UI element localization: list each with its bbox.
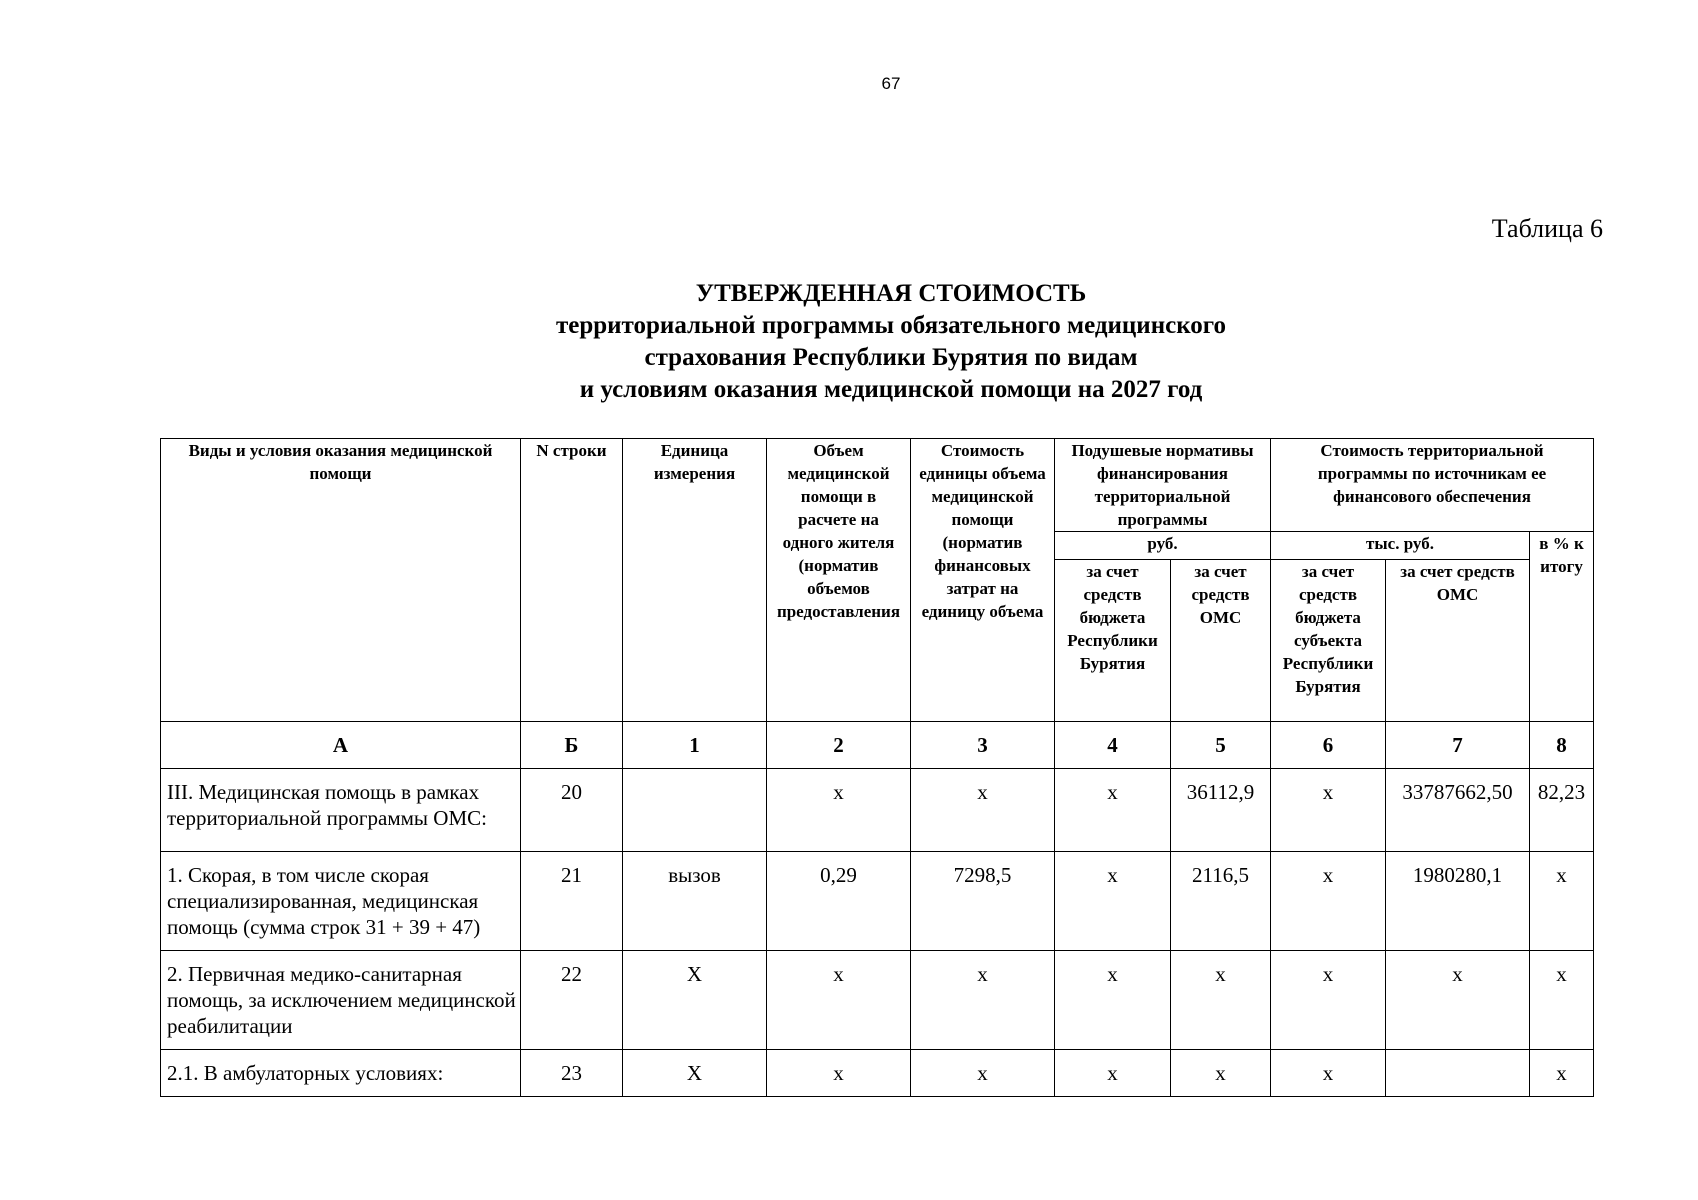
row-unit: вызов bbox=[623, 852, 767, 951]
header-group-per-capita: Подушевые нормативы финансирования территориальной программы bbox=[1055, 439, 1271, 532]
row-col-7: 33787662,50 bbox=[1386, 769, 1530, 852]
row-col-8: х bbox=[1530, 1050, 1594, 1097]
row-unit: Х bbox=[623, 1050, 767, 1097]
row-unit bbox=[623, 769, 767, 852]
index-cell: 6 bbox=[1271, 722, 1386, 769]
title-line-3: страхования Республики Бурятия по видам bbox=[644, 344, 1138, 371]
index-cell: 3 bbox=[911, 722, 1055, 769]
index-cell: Б bbox=[521, 722, 623, 769]
index-cell: 7 bbox=[1386, 722, 1530, 769]
row-col-5: 36112,9 bbox=[1171, 769, 1271, 852]
header-unit-rub: руб. bbox=[1055, 532, 1271, 560]
header-col-b: N строки bbox=[521, 439, 623, 722]
row-col-6: х bbox=[1271, 951, 1386, 1050]
row-col-2: 0,29 bbox=[767, 852, 911, 951]
table-row bbox=[161, 852, 1594, 951]
row-col-4: х bbox=[1055, 951, 1171, 1050]
row-col-3: х bbox=[911, 769, 1055, 852]
cost-table bbox=[160, 438, 1594, 1097]
row-name: 2.1. В амбулаторных условиях: bbox=[161, 1050, 521, 1097]
table-row bbox=[161, 1050, 1594, 1097]
row-col-8: 82,23 bbox=[1530, 769, 1594, 852]
index-cell: 8 bbox=[1530, 722, 1594, 769]
row-col-8: х bbox=[1530, 852, 1594, 951]
row-name: 2. Первичная медико-санитарная помощь, за исключением медицинской реабилитации bbox=[161, 951, 521, 1050]
index-cell: 4 bbox=[1055, 722, 1171, 769]
header-col-8: в % к итогу bbox=[1530, 532, 1594, 722]
row-line-number: 21 bbox=[521, 852, 623, 951]
document-title bbox=[0, 278, 1698, 406]
row-col-5: х bbox=[1171, 1050, 1271, 1097]
header-col-2: Объем медицинской помощи в расчете на одного жителя (норматив объемов предоставления bbox=[767, 439, 911, 722]
row-col-8: х bbox=[1530, 951, 1594, 1050]
page-number: 67 bbox=[881, 74, 901, 93]
row-unit: Х bbox=[623, 951, 767, 1050]
row-col-2: х bbox=[767, 1050, 911, 1097]
title-line-1: УТВЕРЖДЕННАЯ СТОИМОСТЬ bbox=[695, 280, 1087, 307]
header-col-7: за счет средств ОМС bbox=[1386, 560, 1530, 722]
column-index-row bbox=[161, 722, 1594, 769]
row-col-4: х bbox=[1055, 852, 1171, 951]
title-line-2: территориальной программы обязательного медицинского bbox=[555, 312, 1227, 339]
header-col-1: Единица измерения bbox=[623, 439, 767, 722]
row-col-6: х bbox=[1271, 852, 1386, 951]
header-group-program-cost: Стоимость территориальной программы по источникам ее финансового обеспечения bbox=[1271, 439, 1594, 532]
row-col-2: х bbox=[767, 951, 911, 1050]
index-cell: 5 bbox=[1171, 722, 1271, 769]
row-line-number: 23 bbox=[521, 1050, 623, 1097]
title-line-4: и условиям оказания медицинской помощи на 2027 год bbox=[579, 376, 1203, 403]
row-line-number: 20 bbox=[521, 769, 623, 852]
row-col-5: х bbox=[1171, 951, 1271, 1050]
table-row bbox=[161, 951, 1594, 1050]
row-name: 1. Скорая, в том числе скорая специализированная, медицинская помощь (сумма строк 31 + 39 + 47) bbox=[161, 852, 521, 951]
row-line-number: 22 bbox=[521, 951, 623, 1050]
row-col-3: 7298,5 bbox=[911, 852, 1055, 951]
index-cell: 2 bbox=[767, 722, 911, 769]
row-col-6: х bbox=[1271, 1050, 1386, 1097]
row-col-4: х bbox=[1055, 769, 1171, 852]
row-col-3: х bbox=[911, 951, 1055, 1050]
row-col-2: х bbox=[767, 769, 911, 852]
row-col-7: х bbox=[1386, 951, 1530, 1050]
row-col-4: х bbox=[1055, 1050, 1171, 1097]
row-col-7 bbox=[1386, 1050, 1530, 1097]
row-name: III. Медицинская помощь в рамках территориальной программы ОМС: bbox=[161, 769, 521, 852]
header-col-5: за счет средств ОМС bbox=[1171, 560, 1271, 722]
index-cell: А bbox=[161, 722, 521, 769]
table-label: Таблица 6 bbox=[1491, 214, 1603, 243]
header-col-6: за счет средств бюджета субъекта Республики Бурятия bbox=[1271, 560, 1386, 722]
table-row bbox=[161, 769, 1594, 852]
row-col-7: 1980280,1 bbox=[1386, 852, 1530, 951]
row-col-6: х bbox=[1271, 769, 1386, 852]
header-col-3: Стоимость единицы объема медицинской помощи (норматив финансовых затрат на единицу объема bbox=[911, 439, 1055, 722]
header-col-a: Виды и условия оказания медицинской помощи bbox=[161, 439, 521, 722]
row-col-3: х bbox=[911, 1050, 1055, 1097]
index-cell: 1 bbox=[623, 722, 767, 769]
header-col-4: за счет средств бюджета Республики Бурятия bbox=[1055, 560, 1171, 722]
header-unit-thous-rub: тыс. руб. bbox=[1271, 532, 1530, 560]
row-col-5: 2116,5 bbox=[1171, 852, 1271, 951]
